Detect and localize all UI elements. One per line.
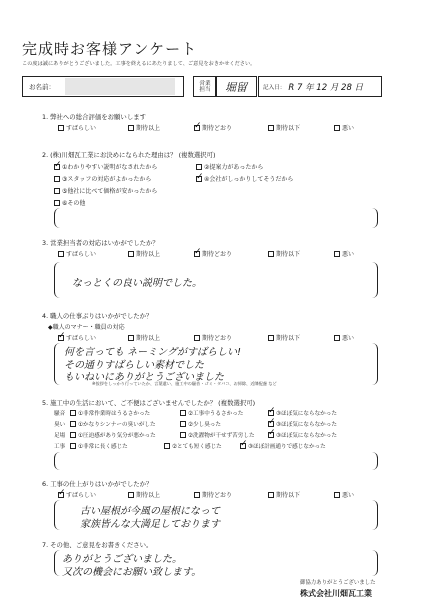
option-label: 期待どおり [202,125,233,132]
option-label: ③ほぼ計画通りで感じなかった [248,444,326,450]
option-label: すばらしい [66,335,97,342]
redacted-area [65,78,175,95]
option-label: ②少し臭った [188,422,221,428]
checkbox[interactable] [194,492,200,498]
checkbox[interactable] [70,410,76,416]
option-label: 悪い [342,125,355,132]
q6-comment-line-1: 古い屋根が今風の屋根になって [80,506,220,517]
checkbox[interactable] [164,443,170,449]
q5-smell-opt-2[interactable] [180,420,221,428]
staff-field[interactable] [215,76,257,97]
q3-option-2[interactable] [128,249,160,258]
q6-option-2[interactable] [128,490,160,499]
q5-noise-opt-1[interactable] [70,409,150,417]
q5-row-work [54,442,65,450]
q2-option-5[interactable] [54,186,157,195]
checkbox-checked[interactable] [194,125,200,131]
row-label: 足場 [54,433,66,439]
q5-row-noise [54,409,65,417]
checkbox-checked[interactable] [58,335,64,341]
option-label: ③ほぼ気にならなかった [276,422,337,428]
q4-title: 4. 職人の仕事ぶりはいかがでしたか？ [42,312,153,320]
option-label: ①かなりシンナーの臭いがした [78,422,156,428]
q4-option-5[interactable] [334,333,354,342]
checkbox-checked[interactable] [54,164,60,170]
survey-title: 完成時お客様アンケート [22,40,198,58]
option-label: 期待以下 [276,125,301,132]
option-label: 期待どおり [202,335,233,342]
name-field[interactable] [22,76,184,97]
q5-smell-opt-1[interactable] [70,420,156,428]
q5-noise-opt-2[interactable] [180,409,243,417]
q5-scaffold-opt-2[interactable] [180,431,255,439]
checkbox[interactable] [58,251,64,257]
checkbox[interactable] [128,492,134,498]
q2-option-3[interactable] [54,174,151,183]
q2-option-6[interactable] [54,198,85,207]
checkbox[interactable] [268,492,274,498]
q5-scaffold-opt-3[interactable] [268,431,337,439]
q1-option-1[interactable] [58,123,96,132]
checkbox[interactable] [334,125,340,131]
q2-title: 2. (株)川畑瓦工業にお決めになられた理由は？ (複数選択可) [42,151,216,159]
q2-option-2[interactable] [196,162,263,171]
option-label: ①非常作業時はうるさかった [78,411,151,417]
checkbox[interactable] [334,335,340,341]
q4-subtitle: ◆職人のマナー・職員の対応 [48,324,125,331]
checkbox[interactable] [54,188,60,194]
checkbox[interactable] [70,443,76,449]
intro-text: この度は誠にありがとうございました。工事を終えるにあたりまして、ご意見をおきかせください。 [22,61,256,67]
q2-option-1[interactable] [54,162,157,171]
date-label: 記入日： [263,84,286,91]
checkbox-checked[interactable] [240,443,246,449]
checkbox[interactable] [54,200,60,206]
option-label: ②工事中うるさかった [188,411,244,417]
q3-title: 3. 営業担当者の対応はいかがでしたか？ [42,239,159,247]
q1-option-5[interactable] [334,123,354,132]
option-label: 期待どおり [202,251,233,258]
q5-comment-box[interactable] [54,452,378,470]
q3-option-3[interactable] [194,249,232,258]
q3-option-1[interactable] [58,249,96,258]
q4-comment-line-1: 何を言っても ネーミングがすばらしい! [64,347,241,358]
option-label: 期待以上 [136,251,161,258]
checkbox[interactable] [180,421,186,427]
checkbox[interactable] [180,432,186,438]
q5-row-scaffold [54,431,65,439]
q1-option-2[interactable] [128,123,160,132]
staff-label [193,76,217,97]
option-label: すばらしい [66,125,97,132]
checkbox[interactable] [334,492,340,498]
checkbox[interactable] [194,335,200,341]
option-label: ⑥その他 [62,200,86,207]
checkbox[interactable] [54,176,60,182]
q6-option-3[interactable] [194,490,232,499]
option-label: すばらしい [66,492,97,499]
checkbox[interactable] [334,251,340,257]
date-value: R 7 年 12 月 28 日 [288,82,364,93]
q4-comment-line-3: もいねいにありがとうございました [64,372,224,383]
checkbox-checked[interactable] [268,421,274,427]
option-label: 悪い [342,251,355,258]
checkbox-checked[interactable] [268,410,274,416]
q6-comment-line-2: 家族皆んな大満足しております [80,519,220,530]
checkbox[interactable] [128,251,134,257]
name-label: お名前： [29,83,55,91]
q4-option-1[interactable] [58,333,96,342]
row-label: 工事 [54,444,66,450]
checkbox[interactable] [128,335,134,341]
staff-label-text: 営業 担当 [199,80,211,93]
q7-comment-line-2: 又次の機会にお願い致します。 [62,567,202,578]
option-label: 期待以上 [136,492,161,499]
q4-option-3[interactable] [194,333,232,342]
q2-option-4[interactable] [196,174,293,183]
checkbox[interactable] [58,125,64,131]
option-label: すばらしい [66,251,97,258]
q4-option-4[interactable] [268,333,300,342]
option-label: 悪い [342,335,355,342]
date-field[interactable] [258,76,382,97]
q5-work-opt-1[interactable] [70,442,128,450]
footer-thanks: 御協力ありがとうございました [300,580,376,586]
q1-option-4[interactable] [268,123,300,132]
q3-option-4[interactable] [268,249,300,258]
option-label: 期待以下 [276,251,301,258]
q4-comment-line-2: その通りすばらしい素材でした [64,360,204,371]
row-label: 騒音 [54,411,66,417]
checkbox-checked[interactable] [268,432,274,438]
q6-option-5[interactable] [334,490,354,499]
option-label: 期待以下 [276,335,301,342]
checkbox[interactable] [128,125,134,131]
checkbox[interactable] [70,421,76,427]
checkbox[interactable] [268,125,274,131]
q3-option-5[interactable] [334,249,354,258]
option-label: 期待以上 [136,125,161,132]
q6-option-4[interactable] [268,490,300,499]
q6-option-1[interactable] [58,490,96,499]
checkbox[interactable] [70,432,76,438]
option-label: 悪い [342,492,355,499]
q5-scaffold-opt-1[interactable] [70,431,156,439]
option-label: ③ほぼ気にならなかった [276,411,337,417]
option-label: ①わかりやすい説明がなされたから [62,164,158,171]
staff-value: 堀留 [225,80,247,94]
q5-title: 5. 施工中の生活において、ご不便はございませんでしたか？ (複数選択可) [42,399,256,407]
option-label: ④会社がしっかりしてそうだから [204,176,294,183]
q6-title: 6. 工事の仕上がりはいかがでしたか？ [42,480,153,488]
checkbox[interactable] [180,410,186,416]
option-label: 期待以上 [136,335,161,342]
q7-comment-line-1: ありがとうございました。 [62,554,182,565]
option-label: 期待以下 [276,492,301,499]
q5-noise-opt-3[interactable] [268,409,337,417]
footer-company: 株式会社川畑瓦工業 [300,589,372,598]
checkbox[interactable] [196,164,202,170]
option-label: ②洗濯物が干せず苦労した [188,433,255,439]
checkbox[interactable] [268,335,274,341]
q3-comment: なっとくの良い説明でした。 [72,278,202,289]
q5-row-smell [54,420,65,428]
option-label: ①非常に長く感じた [78,444,128,450]
q1-option-3[interactable] [194,123,232,132]
checkbox-checked[interactable] [194,251,200,257]
option-label: 期待どおり [202,492,233,499]
option-label: ②提案力があったから [204,164,264,171]
row-label: 臭い [54,422,66,428]
checkbox-checked[interactable] [58,492,64,498]
option-label: ①圧迫感があり気分が悪かった [78,433,156,439]
option-label: ⑤他社に比べて価格が安かったから [62,188,158,195]
q5-work-opt-3[interactable] [240,442,326,450]
q1-title: 1. 弊社への総合評価をお願いします [42,113,146,121]
q7-title: 7. その他、ご意見をお書きください。 [42,541,153,549]
q4-option-2[interactable] [128,333,160,342]
q4-footnote: ※挨拶をしっかり行っていたか、言葉遣い、施工中の騒音・ゴミ・タバコ、お掃除、近隣配慮 など [92,381,277,386]
option-label: ③スタッフの対応がよかったから [62,176,152,183]
q2-other-box[interactable] [54,208,378,228]
option-label: ②とても短く感じた [172,444,222,450]
checkbox[interactable] [268,251,274,257]
option-label: ③ほぼ気にならなかった [276,433,337,439]
q5-smell-opt-3[interactable] [268,420,337,428]
q5-work-opt-2[interactable] [164,442,222,450]
checkbox-checked[interactable] [196,176,202,182]
